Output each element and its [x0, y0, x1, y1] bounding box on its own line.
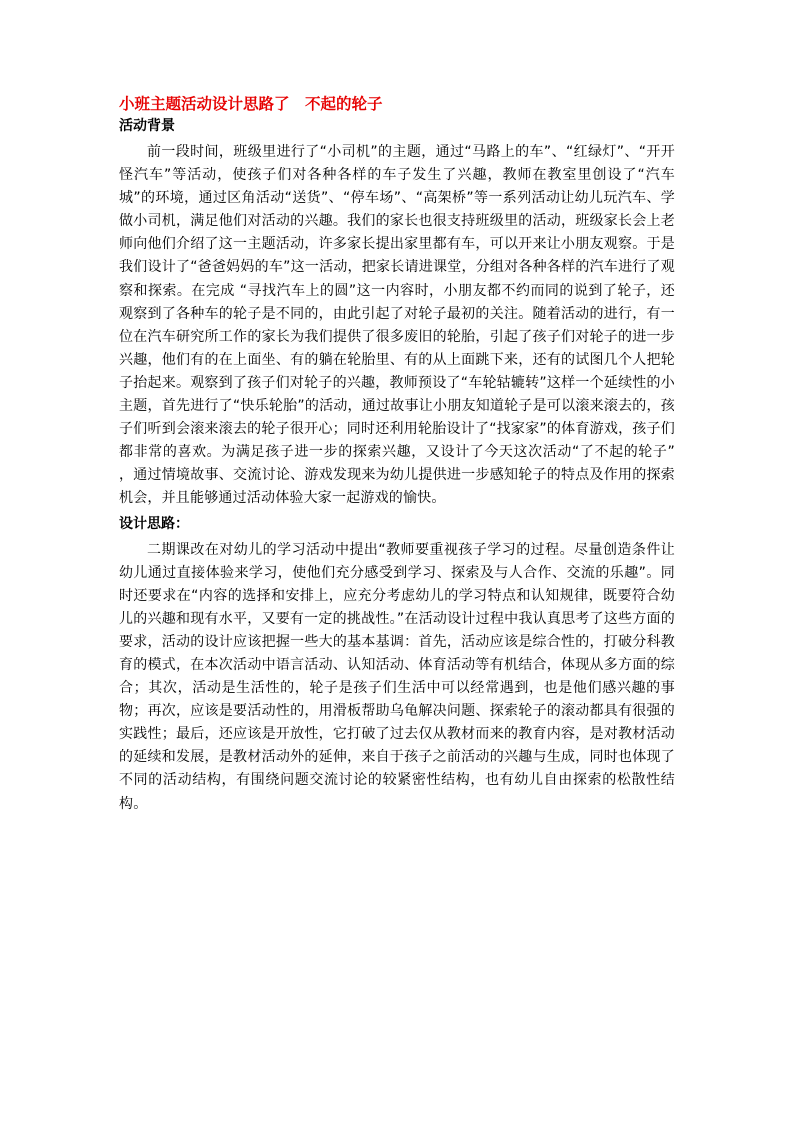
document-body — [119, 92, 675, 816]
section-heading-background: 活动背景 — [119, 118, 175, 134]
document-title: 小班主题活动设计思路了 不起的轮子 — [119, 94, 383, 113]
section-paragraph-design-idea: 二期课改在对幼儿的学习活动中提出“教师要重视孩子学习的过程。尽量创造条件让幼儿通过直接体验来学习，使他们充分感受到学习、探索及与人合作、交流的乐趣”。同时还要求在“内容的选择和安排上，应充分考虑幼儿的学习特点和认知规律，既要符合幼儿的兴趣和现有水平，又要有一定的挑战性。”在活动设计过程中我认真思考了这些方面的要求，活动的设计应该把握一些大的基本基调：首先，活动应该是综合性的，打破分科教育的模式，在本次活动中语言活动、认知活动、体育活动等有机结合，体现从多方面的综合；其次，活动是生活性的，轮子是孩子们生活中可以经常遇到，也是他们感兴趣的事物；再次，应该是要活动性的，用滑板帮助乌龟解决问题、探索轮子的滚动都具有很强的实践性；最后，还应该是开放性，它打破了过去仅从教材而来的教育内容，是对教材活动的延续和发展，是教材活动外的延伸，来自于孩子之前活动的兴趣与生成，同时也体现了不同的活动结构，有围绕问题交流讨论的较紧密性结构，也有幼儿自由探索的松散性结构。 — [119, 541, 675, 812]
section-paragraph-background: 前一段时间，班级里进行了“小司机”的主题，通过“马路上的车”、“红绿灯”、“开开怪汽车”等活动，使孩子们对各种各样的车子发生了兴趣，教师在教室里创设了“汽车城”的环境，通过区角活动“送货”、“停车场”、“高架桥”等一系列活动让幼儿玩汽车、学做小司机，满足他们对活动的兴趣。我们的家长也很支持班级里的活动，班级家长会上老师向他们介绍了这一主题活动，许多家长提出家里都有车，可以开来让小朋友观察。于是我们设计了“爸爸妈妈的车”这一活动，把家长请进课堂，分组对各种各样的汽车进行了观察和探索。在完成 “寻找汽车上的圆”这一内容时，小朋友都不约而同的说到了轮子，还观察到了各种车的轮子是不同的，由此引起了对轮子最初的关注。随着活动的进行，有一位在汽车研究所工作的家长为我们提供了很多废旧的轮胎，引起了孩子们对轮子的进一步兴趣，他们有的在上面坐、有的躺在轮胎里、有的从上面跳下来，还有的试图几个人把轮子抬起来。观察到了孩子们对轮子的兴趣，教师预设了“车轮轱辘转”这样一个延续性的小主题，首先进行了“快乐轮胎”的活动，通过故事让小朋友知道轮子是可以滚来滚去的，孩子们听到会滚来滚去的轮子很开心；同时还利用轮胎设计了“找家家”的体育游戏，孩子们都非常的喜欢。为满足孩子进一步的探索兴趣，又设计了今天这次活动“了不起的轮子” ，通过情境故事、交流讨论、游戏发现来为幼儿提供进一步感知轮子的特点及作用的探索机会，并且能够通过活动体验大家一起游戏的愉快。 — [119, 144, 675, 507]
section-heading-design-idea: 设计思路： — [119, 515, 189, 532]
